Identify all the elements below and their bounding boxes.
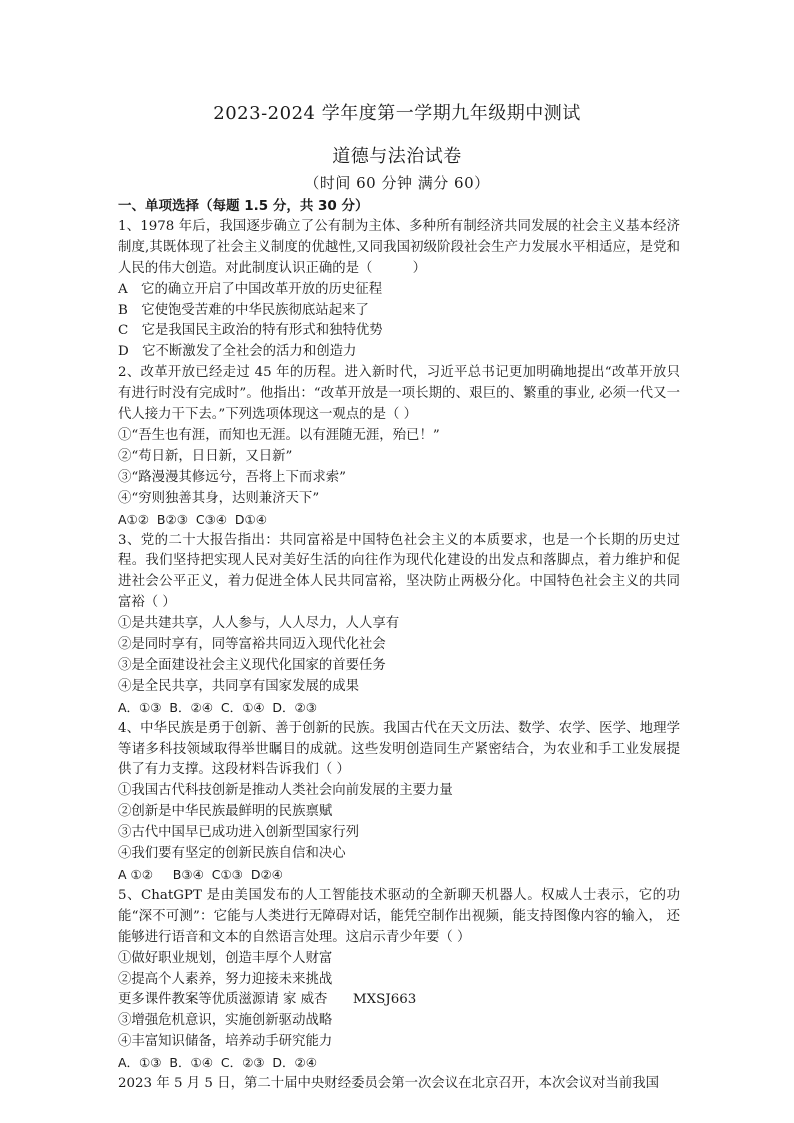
question-3-item-2: ②是同时享有，同等富裕共同迈入现代化社会 xyxy=(118,637,386,653)
exam-time-note: （时间 60 分钟 满分 60） xyxy=(304,174,490,192)
question-5-item-3: ③增强危机意识，实施创新驱动战略 xyxy=(118,1013,333,1029)
question-2-answers: A①② B②③ C③④ D①④ xyxy=(118,511,267,527)
question-1-option-c: C 它是我国民主政治的特有形式和独特优势 xyxy=(118,323,383,339)
question-4-item-4: ④我们要有坚定的创新民族自信和决心 xyxy=(118,846,346,862)
question-2-item-1: ①“吾生也有涯，而知也无涯。以有涯随无涯，殆已！” xyxy=(118,427,440,443)
question-2-item-4: ④“穷则独善其身，达则兼济天下” xyxy=(118,490,320,506)
question-5-stem: 5、ChatGPT 是由美国发布的人工智能技术驱动的全新聊天机器人。权威人士表示，它的功能“深不可测”：它能与人类进行无障碍对话，能凭空制作出视频，能支持图像内容的输入， 还能够进行语音和文本的自然语言处理。这启示青少年要（ ） xyxy=(118,887,680,945)
question-3-stem: 3、党的二十大报告指出：共同富裕是中国特色社会主义的本质要求，也是一个长期的历史过程。我们坚持把实现人民对美好生活的向往作为现代化建设的出发点和落脚点，着力维护和促进社会公平正义，着力促进全体人民共同富裕，坚决防止两极分化。中国特色社会主义的共同富裕（ ） xyxy=(118,532,680,611)
question-3-item-3: ③是全面建设社会主义现代化国家的首要任务 xyxy=(118,657,386,673)
question-5-answers: A．①③ B．①④ C．②③ D．②④ xyxy=(118,1055,317,1071)
question-4-answers: A ①② B③④ C①③ D②④ xyxy=(118,867,283,882)
question-3-item-1: ①是共建共享，人人参与，人人尽力，人人享有 xyxy=(118,616,400,632)
question-1-option-a: A 它的确立开启了中国改革开放的历史征程 xyxy=(118,281,383,297)
exam-title: 2023-2024 学年度第一学期九年级期中测试 xyxy=(213,103,581,124)
question-5-item-2: ②提高个人素养，努力迎接未来挑战 xyxy=(118,971,333,987)
question-4-item-2: ②创新是中华民族最鲜明的民族禀赋 xyxy=(118,804,333,820)
exam-subtitle: 道德与法治试卷 xyxy=(332,146,462,167)
question-2-item-2: ②“苟日新，日日新，又日新” xyxy=(118,448,293,464)
promo-text: 更多课件教案等优质滋源请 家 威杏 MXSJ663 xyxy=(118,992,417,1008)
question-3-answers: A．①③ B．②④ C．①④ D．②③ xyxy=(118,699,317,715)
question-4-item-3: ③古代中国早已成功进入创新型国家行列 xyxy=(118,825,360,841)
question-5-item-1: ①做好职业规划，创造丰厚个人财富 xyxy=(118,950,333,966)
question-4-stem: 4、中华民族是勇于创新、善于创新的民族。我国古代在天文历法、数学、农学、医学、地理学等诸多科技领域取得举世瞩目的成就。这些发明创造同生产紧密结合，为农业和手工业发展提供了有力支撑。这段材料告诉我们（ ） xyxy=(118,720,680,778)
exam-body xyxy=(118,196,680,1095)
question-5-item-4: ④丰富知识储备，培养动手研究能力 xyxy=(118,1034,333,1050)
question-3-item-4: ④是全民共享，共同享有国家发展的成果 xyxy=(118,678,360,694)
question-1-option-b: B 它使饱受苦难的中华民族彻底站起来了 xyxy=(118,302,369,318)
question-1-option-d: D 它不断激发了全社会的活力和创造力 xyxy=(118,344,357,360)
question-2-item-3: ③“路漫漫其修远兮，吾将上下而求索” xyxy=(118,469,346,485)
trailing-paragraph: 2023 年 5 月 5 日，第二十届中央财经委员会第一次会议在北京召开，本次会议对当前我国 xyxy=(118,1076,660,1092)
section-heading: 一、单项选择（每题 1.5 分，共 30 分） xyxy=(118,198,369,214)
question-4-item-1: ①我国古代科技创新是推动人类社会向前发展的主要力量 xyxy=(118,783,453,799)
question-1-stem: 1、1978 年后，我国逐步确立了公有制为主体、多种所有制经济共同发展的社会主义基本经济制度,其既体现了社会主义制度的优越性,又同我国初级阶段社会生产力发展水平相适应，是党和人民的伟大创造。对此制度认识正确的是（ ） xyxy=(118,218,680,276)
question-2-stem: 2、改革开放已经走过 45 年的历程。进入新时代，习近平总书记更加明确地提出“改革开放只有进行时没有完成时”。他指出：“改革开放是一项长期的、艰巨的、繁重的事业, 必须一代又一代人接力干下去。”下列选项体现这一观点的是（ ） xyxy=(118,365,680,423)
